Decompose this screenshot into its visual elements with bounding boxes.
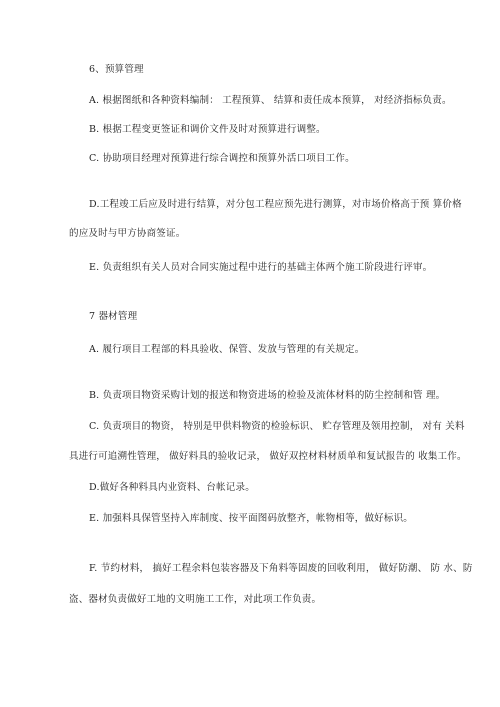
section-7-item-e: E. 加强料具保管坚持入库制度、按平面图码放整齐，帐物相等，做好标识。 [89, 513, 413, 524]
section-6-item-a: A. 根据图纸和各种资料编制： 工程预算、 结算和责任成本预算， 对经济指标负责。 [89, 95, 452, 106]
section-6-item-d-line1: D.工程竣工后应及时进行结算，对分包工程应预先进行测算，对市场价格高于预 算价格 [89, 199, 462, 210]
section-7-item-b: B. 负责项目物资采购计划的报送和物资进场的检验及流体材料的防尘控制和管 理。 [89, 390, 446, 401]
section-7-item-c-line1: C. 负责项目的物资， 特别是甲供料物资的检验标识、 贮存管理及领用控制， 对有 关料 [89, 421, 465, 432]
section-7-item-f-line1: F. 节约材料， 搞好工程余料包装容器及下角料等固废的回收利用， 做好防潮、 防 水、防 [89, 563, 473, 574]
section-7-item-a: A. 履行项目工程部的料具验收、保管、发放与管理的有关规定。 [89, 344, 365, 355]
section-7-item-c-line2: 具进行可追溯性管理， 做好料具的验收记录， 做好双控材料材质单和复试报告的 收集工作。 [69, 451, 467, 462]
section-7-heading: 7 器材管理 [89, 311, 138, 322]
section-7-item-d: D.做好各种料具内业资料、台帐记录。 [89, 482, 255, 493]
section-6-item-b: B. 根据工程变更签证和调价文件及时对预算进行调整。 [89, 124, 326, 135]
section-6-item-e: E. 负责组织有关人员对合同实施过程中进行的基础主体两个施工阶段进行评审。 [89, 262, 433, 273]
section-7-item-f-line2: 盗、器材负责做好工地的文明施工工作，对此项工作负责。 [69, 594, 322, 605]
section-6-item-c: C. 协助项目经理对预算进行综合调控和预算外活口项目工作。 [89, 153, 355, 164]
section-6-heading: 6、预算管理 [89, 64, 144, 75]
section-6-item-d-line2: 的应及时与甲方协商签证。 [69, 228, 186, 239]
